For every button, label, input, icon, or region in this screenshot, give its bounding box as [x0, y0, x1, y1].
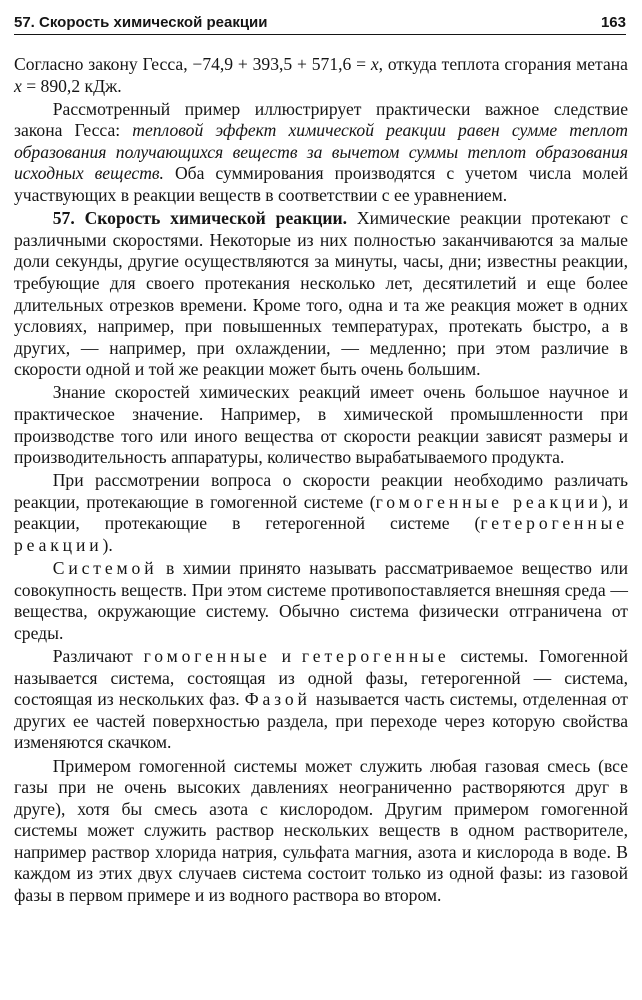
page-number: 163 — [600, 14, 626, 31]
paragraph-homogeneous-examples — [14, 756, 628, 907]
text-run: системы. Гомогенной называется система, состоящая из одной фазы, гетерогенной — система, состоящая из нескольких фаз. — [14, 646, 628, 710]
spaced-term: Фазой — [244, 689, 311, 710]
paragraph-hess-consequence — [14, 99, 628, 207]
text-run: Примером гомогенной системы может служить любая газовая смесь (все газы при не очень высоких давлениях неограниченно растворяются друг в друге), хотя бы смесь азота с кислородом. Другим примером гомогенной системы может служить раствор нескольких веществ в одном растворителе, например раствор хлорида натрия, сульфата магния, азота и кислорода в воде. В каждом из этих двух случаев система состоит только из одной фазы: из газовой фазы в первом примере и из водного раствора во втором. — [14, 755, 628, 906]
text-run: ). — [102, 535, 113, 556]
paragraph-section-57-intro — [14, 208, 628, 381]
text-run: Согласно закону Гесса, −74,9 + 393,5 + 571,6 = — [14, 54, 371, 74]
spaced-term: гетерогенные реакции — [14, 513, 628, 556]
paragraph-importance — [14, 382, 628, 468]
italic-statement: тепловой эффект химической реакции равен сумме теплот образования получающихся веществ за вычетом суммы теплот образования исходных веществ. — [14, 120, 628, 184]
paragraph-system-definition — [14, 558, 628, 644]
section-heading: 57. Скорость химической реакции. — [52, 208, 348, 229]
text-run: Оба суммирования производятся с учетом числа молей участвующих в реакции веществ в соответствии с ее уравнением. — [14, 163, 628, 206]
text-run: Различают — [52, 646, 144, 667]
text-run: , откуда теплота сгорания метана — [378, 54, 628, 74]
paragraph-hess-calculation — [14, 54, 628, 97]
text-run: и — [270, 646, 302, 667]
running-section-title: 57. Скорость химической реакции — [14, 14, 268, 31]
spaced-term: гомогенные реакции — [375, 491, 602, 512]
text-run: Химические реакции протекают с различными скоростями. Некоторые из них полностью заканчиваются за малые доли секунды, другие осуществляются за минуты, часы, дни; известны реакции, требующие для своего протекания несколько лет, десятилетий и еще более длительных отрезков времени. Кроме того, одна и та же реакция может в одних условиях, например, при повышенных температурах, протекать быстро, а в других, — например, при охлаждении, — медленно; при этом различие в скорости одной и той же реакции может быть очень большим. — [14, 208, 629, 380]
math-variable: x — [14, 75, 22, 96]
body-text — [14, 54, 628, 907]
paragraph-homogeneous-heterogeneous-reactions — [14, 470, 628, 556]
text-run: = 890,2 кДж. — [21, 75, 122, 96]
spaced-term: Системой — [52, 558, 158, 579]
running-header — [14, 12, 626, 35]
paragraph-phase-definition — [14, 646, 628, 754]
text-run: Рассмотренный пример иллюстрирует практически важное следствие закона Гесса: — [14, 98, 628, 141]
spaced-term: гетерогенные — [301, 646, 450, 667]
spaced-term: гомогенные — [143, 646, 271, 667]
text-run: называется часть системы, отделенная от других ее частей поверхностью раздела, при переходе через которую свойства изменяются скачком. — [14, 689, 628, 753]
math-variable: x — [370, 54, 379, 74]
text-run: в химии принято называть рассматриваемое вещество или совокупность веществ. При этом системе противопоставляется внешняя среда — вещества, окружающие систему. Обычно система физически отграничена от среды. — [14, 558, 628, 643]
text-run: ), и реакции, протекающие в гетерогенной системе ( — [14, 491, 628, 534]
text-run: Знание скоростей химических реакций имеет очень большое научное и практическое значение. Например, в химической промышленности при производстве того или иного вещества от скорости реакции зависят размеры и производительность аппаратуры, количество вырабатываемого продукта. — [14, 382, 628, 468]
text-run: При рассмотрении вопроса о скорости реакции необходимо различать реакции, протекающие в гомогенной системе ( — [14, 470, 628, 512]
